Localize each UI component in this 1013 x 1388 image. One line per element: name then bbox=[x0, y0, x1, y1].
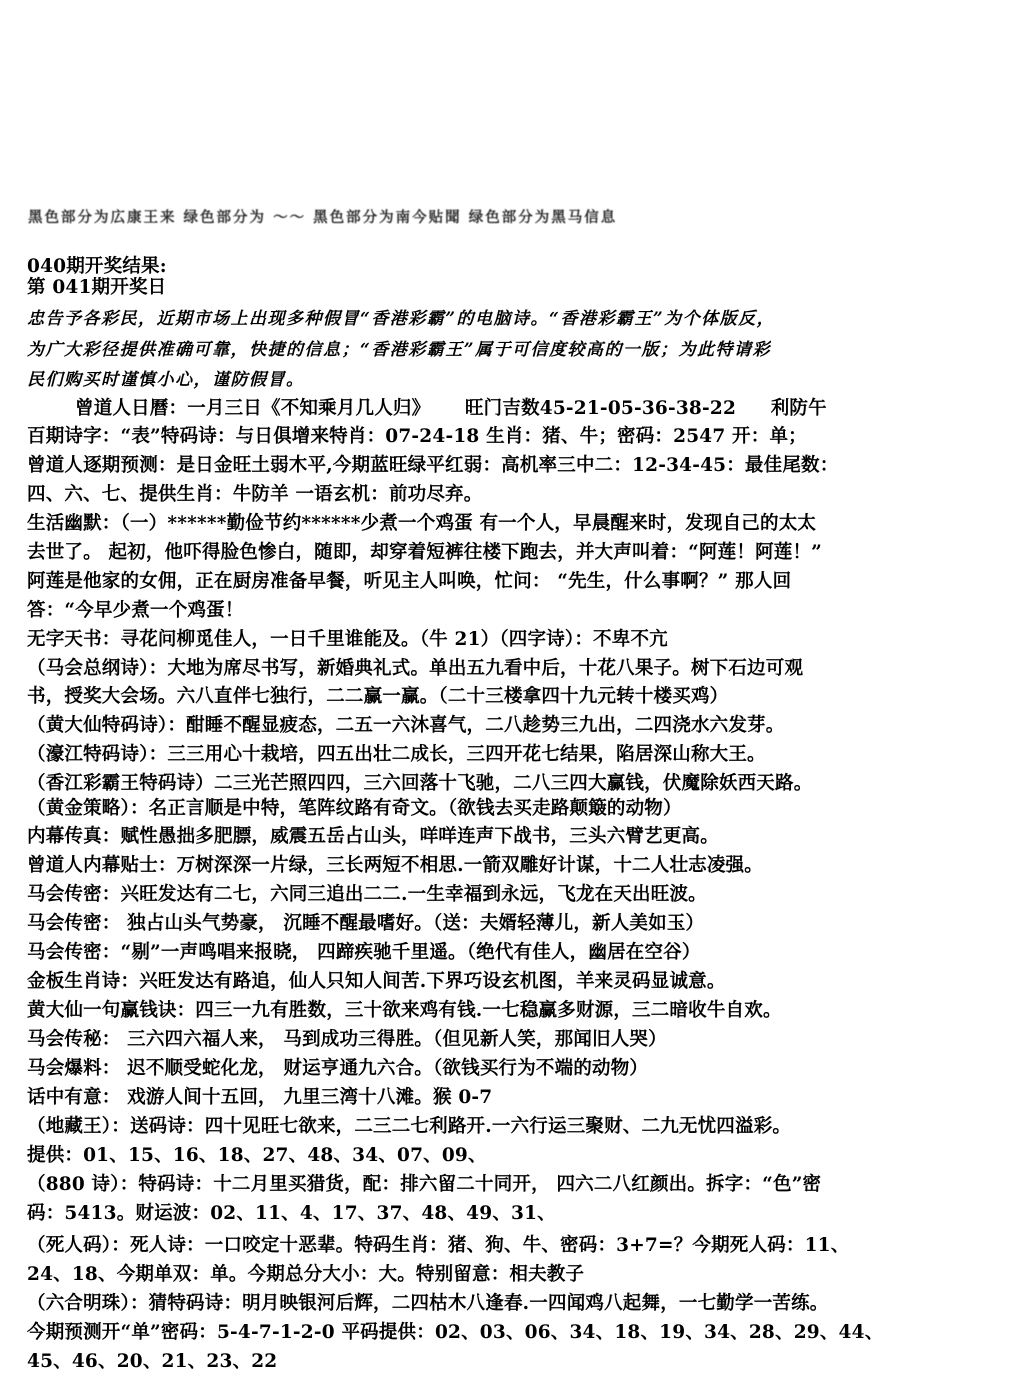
text-line-14: （黄金策略）：名正言顺是中特，笔阵纹路有奇文。（欲钱去买走路颠簸的动物） bbox=[27, 798, 682, 819]
text-line-3: 四、六、七、提供生肖：牛防羊 一语玄机：前功尽弃。 bbox=[27, 484, 483, 505]
text-line-23: 马会爆料： 迟不顺受蛇化龙， 财运亨通九六合。（欲钱买行为不端的动物） bbox=[27, 1058, 649, 1079]
text-line-8: 无字天书：寻花问柳觅佳人，一日千里谁能及。（牛 21）（四字诗）：不卑不亢 bbox=[27, 629, 668, 650]
faded-header-note: 黑色部分为広康王来 绿色部分为 ～～ 黑色部分为南今贴聞 绿色部分为黑马信息 bbox=[28, 209, 618, 226]
text-line-11: （黄大仙特码诗）：酣睡不醒显疲态，二五一六沐喜气，二八趁势三九出，二四浇水六发芽。 bbox=[27, 715, 785, 736]
text-line-20: 金板生肖诗：兴旺发达有路追，仙人只知人间苦.下界巧设玄机图，羊来灵码显诚意。 bbox=[27, 971, 726, 992]
text-line-4: 生活幽默：（一）******勤俭节约******少煮一个鸡蛋 有一个人，早晨醒来时，发现自己的太太 bbox=[27, 513, 817, 534]
text-line-30: 24、18、今期单双：单。今期总分大小：大。特别留意：相夫教子 bbox=[27, 1264, 585, 1285]
text-line-10: 书，授奖大会场。六八直伴七独行，二二赢一赢。（二十三楼拿四十九元转十楼买鸡） bbox=[27, 686, 729, 707]
text-line-19: 马会传密：“剔”一声鸣唱来报晓， 四蹄疾驰千里遥。（绝代有佳人，幽居在空谷） bbox=[27, 942, 701, 963]
almanac-line bbox=[75, 396, 827, 422]
text-line-28: 码：5413。财运波：02、11、4、17、37、48、49、31、 bbox=[27, 1203, 556, 1224]
text-line-32: 今期预测开“单”密码：5-4-7-1-2-0 平码提供：02、03、06、34、18、19、34、28、29、44、 bbox=[27, 1322, 884, 1343]
text-line-13: （香江彩霸王特码诗）二三光芒照四四，三六回落十飞驰，二八三四大赢钱，伏魔除妖西天路。 bbox=[27, 773, 813, 794]
result-title: 040期开奖结果: bbox=[27, 256, 167, 277]
text-line-18: 马会传密： 独占山头气势豪， 沉睡不醒最嗜好。（送：夫婿轻薄儿，新人美如玉） bbox=[27, 913, 705, 934]
almanac-main: 曾道人日曆：一月三日《不知乘月几人归》 bbox=[75, 398, 431, 419]
text-line-1: 百期诗字：“表”特码诗：与日俱增来特肖：07-24-18 生肖：猪、牛；密码：2547 开：单； bbox=[27, 426, 807, 447]
text-line-27: （880 诗）：特码诗：十二月里买猎货，配：排六留二十同开， 四六二八红颜出。拆字：“色”密 bbox=[27, 1174, 822, 1195]
text-line-7: 答：“今早少煮一个鸡蛋！ bbox=[27, 600, 244, 621]
draw-title: 第 041期开奖日 bbox=[27, 277, 167, 298]
text-line-29: （死人码）：死人诗：一口咬定十恶辈。特码生肖：猪、狗、牛、密码：3+7=？今期死人码：11、 bbox=[27, 1235, 850, 1256]
text-line-9: （马会总纲诗）：大地为席尽书写，新婚典礼式。单出五九看中后，十花八果子。树下石边可观 bbox=[27, 658, 804, 679]
notice-line-1: 忠告予各彩民，近期市场上出现多种假冒“香港彩霸”的电脑诗。“香港彩霸王”为个体版反， bbox=[27, 309, 776, 329]
text-line-31: （六合明珠）：猜特码诗：明月映银河后辉，二四枯木八逢春.一四闻鸡八起舞，一七勤学一苦练。 bbox=[27, 1293, 829, 1314]
text-line-16: 曾道人内幕贴士：万树深深一片绿，三长两短不相思.一箭双雕好计谋，十二人壮志凌强。 bbox=[27, 855, 763, 876]
notice-line-3: 民们购买时谨慎小心，谨防假冒。 bbox=[27, 370, 305, 390]
text-line-17: 马会传密：兴旺发达有二七，六同三追出二二.一生幸福到永远，飞龙在天出旺波。 bbox=[27, 884, 707, 905]
text-line-33: 45、46、20、21、23、22 bbox=[27, 1351, 278, 1372]
text-line-15: 内幕传真：赋性愚拙多肥膘，威震五岳占山头，咩咩连声下战书，三头六臂艺更高。 bbox=[27, 826, 719, 847]
text-line-21: 黄大仙一句赢钱诀：四三一九有胜数，三十欲来鸡有钱.一七稳赢多财源，三二暗收牛自欢。 bbox=[27, 1000, 782, 1021]
text-line-5: 去世了。 起初，他吓得脸色惨白，随即，却穿着短裤往楼下跑去，并大声叫着：“阿莲！阿莲！” bbox=[27, 542, 823, 563]
almanac-lucky-numbers: 旺门吉数45-21-05-36-38-22 bbox=[464, 398, 737, 419]
text-line-6: 阿莲是他家的女佣，正在厨房准备早餐，听见主人叫唤，忙问： “先生，什么事啊？” 那人回 bbox=[27, 571, 792, 592]
text-line-25: （地藏王）：送码诗：四十见旺七欲来，二三二七利路开.一六行运三聚财、二九无忧四溢彩。 bbox=[27, 1116, 792, 1137]
text-line-26: 提供：01、15、16、18、27、48、34、07、09、 bbox=[27, 1145, 487, 1166]
text-line-2: 曾道人逐期预测：是日金旺土弱木平,今期蓝旺绿平红弱：高机率三中二：12-34-45：最佳尾数： bbox=[27, 455, 839, 476]
almanac-guard: 利防午 bbox=[770, 398, 827, 419]
text-line-12: （濠江特码诗）：三三用心十栽培，四五出壮二成长，三四开花七结果，陷居深山称大王。 bbox=[27, 744, 766, 765]
text-line-24: 话中有意： 戏游人间十五回， 九里三湾十八滩。猴 0-7 bbox=[27, 1087, 493, 1108]
notice-line-2: 为广大彩径提供准确可靠，快捷的信息；“香港彩霸王”属于可信度较高的一版；为此特请彩 bbox=[27, 340, 772, 360]
text-line-22: 马会传秘： 三六四六福人来， 马到成功三得胜。（但见新人笑，那闻旧人哭） bbox=[27, 1029, 667, 1050]
